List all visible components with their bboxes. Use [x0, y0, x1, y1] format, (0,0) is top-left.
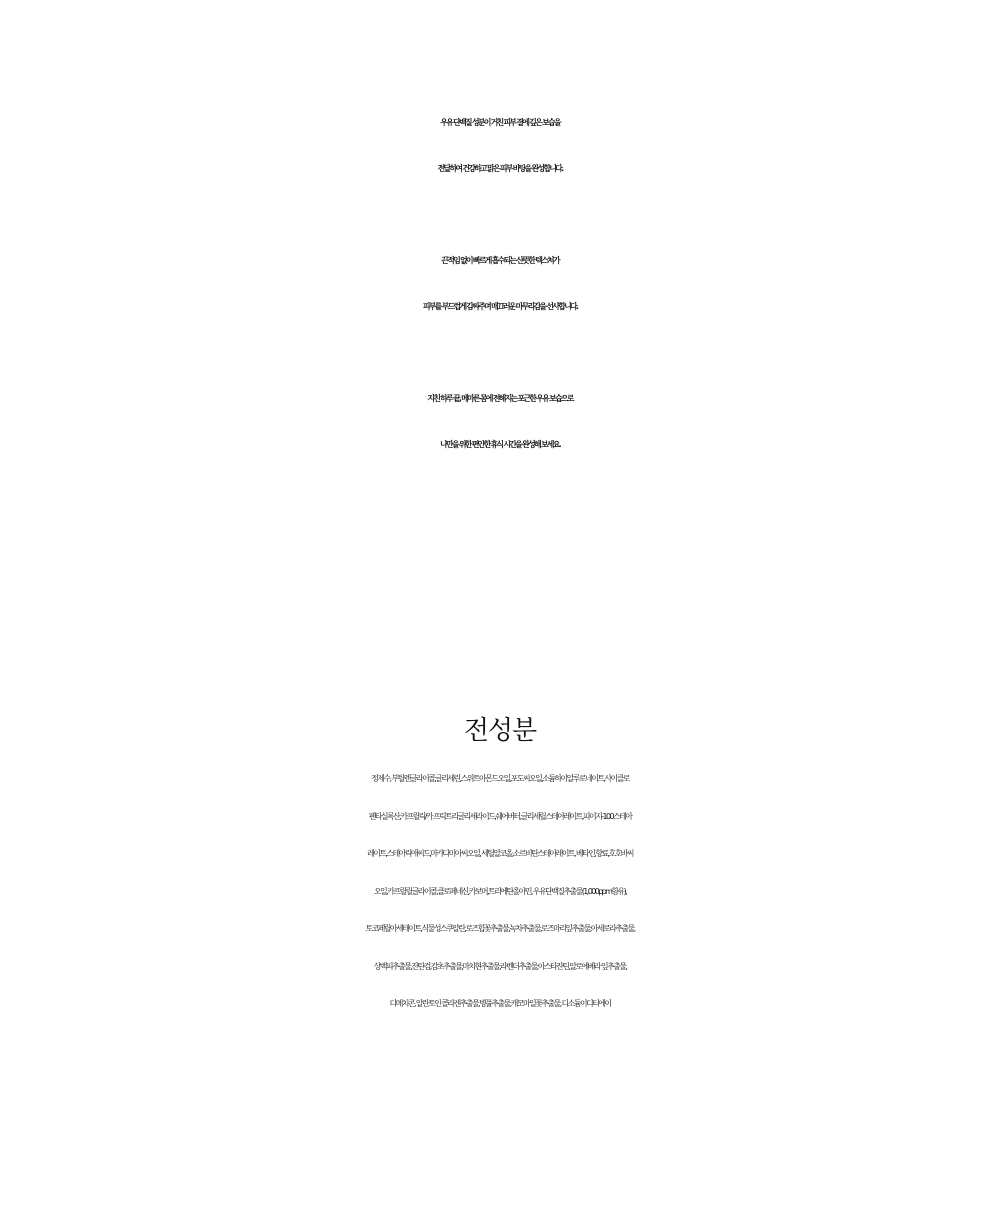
ingredients-line: 펜타실록산,카프릴릭/카 프릭트리글리세라이드,쉐어버터,글리세릴스테아레이트,피이지-100스테아 — [368, 811, 632, 821]
intro-paragraph — [0, 376, 1000, 468]
intro-line: 전달하여 건강하고 맑은 피부 바탕을 완성합니다. — [437, 164, 563, 173]
ingredients-line: 디메치콘, 알란토인 콜라겐추출물,병풀추출물,캐모마일꽃추출물, 디소듐이디티에이 — [389, 999, 611, 1008]
intro-paragraph — [0, 238, 1000, 330]
ingredients-line: 상백피추출물,잔탄검,감초추출물,마치현추출물,라벤더추출물,아스타잔틴,알로에베라 잎추출물, — [373, 961, 627, 971]
intro-copy — [0, 100, 1000, 514]
intro-line: 지친 하루 끝, 메마른 몸에 전해지는 포근한 우유 보습으로 — [427, 394, 573, 403]
ingredients-line: 레이트,스테아릭애씨드,마카다미아씨오일, 세틸알코올,소르비탄스테아레이트, 베타인,향료,호호바씨 — [367, 849, 633, 858]
ingredients-line: 정제수, 부틸렌글라이콜,글리세린,스위트아몬드오일,포도씨오일,소듐하이알루로네이트,사이클로 — [371, 774, 629, 783]
ingredients-heading: 전성분 — [463, 716, 537, 746]
ingredients-section — [0, 708, 1000, 1023]
intro-line: 나만을 위한 편안한 휴식 시간을 완성해 보세요. — [440, 440, 560, 449]
intro-line: 끈적임 없이 빠르게 흡수되는 산뜻한 텍스처가 — [441, 256, 559, 265]
ingredients-line: 토코페릴아세테이트,식물성스쿠알란,로즈힙꽃추출물,녹차추출물,로즈마리잎추출물,아세로라추출물, — [365, 924, 635, 933]
intro-line: 피부를 부드럽게 감싸주며 매끄러운 마무리감을 선사합니다. — [422, 302, 578, 311]
ingredients-line: 오일,카프릴릴글라이콜,클로페네신,카보머,트리에탄올아민, 우유단백질추출물(1,000ppm함유), — [373, 886, 627, 896]
intro-line: 우유 단백질 성분이 거친 피부 결에 깊은 보습을 — [440, 118, 560, 127]
intro-paragraph — [0, 100, 1000, 192]
